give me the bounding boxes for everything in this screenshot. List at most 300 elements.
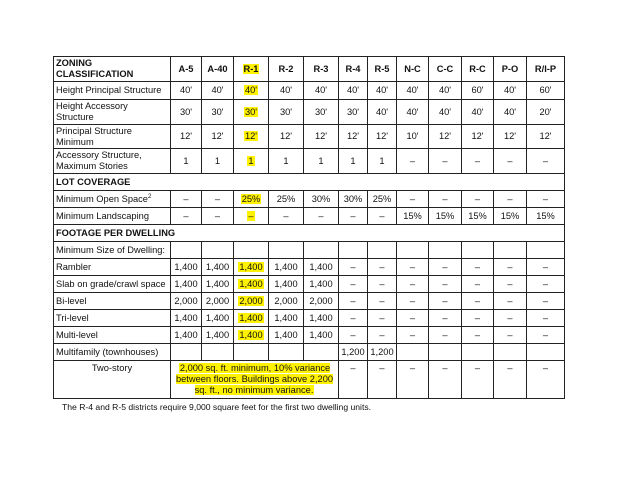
row-label (54, 149, 171, 174)
table-cell (234, 149, 269, 174)
table-cell (304, 293, 339, 310)
table-cell (429, 344, 462, 361)
column-header-a-5 (171, 57, 202, 82)
cell-value: 2,000 (205, 295, 230, 306)
column-header-label: A-40 (207, 63, 228, 74)
cell-value: 1,400 (274, 312, 298, 323)
cell-value: 30' (346, 106, 360, 117)
cell-value: 1,400 (174, 312, 198, 323)
cell-value: – (542, 363, 549, 373)
column-header-r-1 (234, 57, 269, 82)
table-cell (462, 293, 494, 310)
table-cell (234, 191, 269, 208)
table-cell (527, 310, 565, 327)
cell-value: – (214, 210, 221, 221)
table-cell (429, 149, 462, 174)
cell-value: 40' (244, 85, 258, 96)
cell-value: 40' (406, 85, 419, 96)
lot-coverage-row (54, 174, 565, 191)
cell-value: 2,000 (309, 295, 333, 306)
column-header-label: C-C (436, 63, 454, 74)
table-row (54, 259, 565, 276)
cell-value: 1,400 (309, 261, 333, 272)
cell-value: 12' (314, 131, 328, 142)
table-row (54, 125, 565, 149)
table-cell (339, 361, 368, 399)
table-cell (527, 82, 565, 100)
table-cell (368, 149, 397, 174)
row-label-text: Principal Structure Minimum (56, 125, 132, 147)
row-label-text: Slab on grade/crawl space (56, 278, 166, 289)
table-cell (269, 327, 304, 344)
column-header-r-4 (339, 57, 368, 82)
table-cell (234, 259, 269, 276)
row-label (54, 344, 171, 361)
table-cell (202, 149, 234, 174)
table-cell (494, 327, 527, 344)
table-cell (304, 276, 339, 293)
cell-value: – (474, 155, 481, 166)
cell-value: 12' (346, 131, 360, 142)
cell-value: – (474, 363, 481, 373)
table-cell (171, 293, 202, 310)
table-cell (304, 125, 339, 149)
table-cell (368, 293, 397, 310)
table-cell (202, 100, 234, 125)
table-cell (304, 100, 339, 125)
cell-value: – (507, 329, 513, 340)
table-row (54, 100, 565, 125)
cell-value: – (542, 193, 549, 204)
table-cell (269, 259, 304, 276)
table-cell (339, 293, 368, 310)
cell-value: 15% (468, 210, 487, 221)
cell-value: – (542, 295, 549, 306)
column-header-label: R-1 (243, 63, 259, 74)
cell-value: – (507, 261, 513, 272)
table-row (54, 293, 565, 310)
row-label (54, 361, 171, 399)
table-cell (202, 82, 234, 100)
empty-cell (202, 242, 234, 259)
table-cell (494, 191, 527, 208)
table-cell (202, 327, 234, 344)
table-cell (462, 82, 494, 100)
cell-value: – (409, 312, 416, 323)
cell-value: – (442, 295, 448, 306)
table-cell (171, 344, 202, 361)
cell-value: – (409, 329, 416, 340)
column-header-p-o (494, 57, 527, 82)
table-cell (269, 310, 304, 327)
table-cell (462, 310, 494, 327)
cell-value: 10' (406, 131, 419, 142)
cell-value: 1,400 (274, 261, 298, 272)
table-cell (368, 100, 397, 125)
cell-value: – (507, 312, 513, 323)
footnote: The R-4 and R-5 districts require 9,000 square feet for the first two dwelling units. (62, 402, 372, 412)
cell-value: – (507, 363, 513, 373)
cell-value: 1,400 (239, 261, 263, 272)
cell-value: 15% (435, 210, 455, 221)
table-cell (462, 208, 494, 225)
cell-value: 12' (279, 131, 293, 142)
table-cell (234, 208, 269, 225)
cell-value: – (183, 210, 189, 221)
table-cell (494, 344, 527, 361)
column-header-r-5 (368, 57, 397, 82)
table-cell (269, 344, 304, 361)
zoning-classification-header: ZONING CLASSIFICATION (54, 57, 171, 82)
cell-value: 40' (279, 85, 293, 96)
table-cell (494, 100, 527, 125)
table-row (54, 276, 565, 293)
cell-value: – (379, 329, 385, 340)
footnote-marker: 2 (147, 193, 152, 200)
table-cell (368, 259, 397, 276)
column-header-label: R-4 (345, 63, 361, 74)
table-cell (339, 276, 368, 293)
footage-per-dwelling-row (54, 225, 565, 242)
row-label-text: Height Principal Structure (56, 85, 162, 96)
header-row (54, 57, 565, 82)
table-cell (429, 82, 462, 100)
cell-value: – (379, 278, 385, 289)
cell-value: – (350, 261, 356, 272)
table-cell (368, 208, 397, 225)
row-label (54, 208, 171, 225)
table-cell (429, 125, 462, 149)
table-cell (494, 82, 527, 100)
table-cell (202, 259, 234, 276)
cell-value: 30' (244, 106, 258, 117)
cell-value: 12' (375, 131, 389, 142)
cell-value: 40' (375, 85, 389, 96)
cell-value: 1,400 (309, 329, 333, 340)
row-label-text: Height Accessory Structure (56, 101, 128, 122)
cell-value: 1 (350, 155, 356, 166)
table-cell (234, 293, 269, 310)
table-cell (269, 276, 304, 293)
table-cell (462, 276, 494, 293)
table-cell (494, 208, 527, 225)
table-cell (527, 125, 565, 149)
table-cell (397, 82, 429, 100)
empty-cell (494, 242, 527, 259)
cell-value: – (379, 312, 385, 323)
table-cell (397, 149, 429, 174)
table-row (54, 208, 565, 225)
table-cell (368, 82, 397, 100)
cell-value: – (379, 210, 385, 221)
cell-value: 1 (183, 155, 189, 166)
cell-value: 1,400 (274, 329, 298, 340)
table-cell (527, 259, 565, 276)
table-cell (171, 259, 202, 276)
cell-value: – (350, 363, 356, 373)
table-cell (171, 208, 202, 225)
table-cell (171, 191, 202, 208)
table-cell (202, 191, 234, 208)
cell-value: – (379, 261, 385, 272)
cell-value: 25% (276, 193, 296, 204)
table-cell (462, 344, 494, 361)
cell-value: 1,400 (239, 329, 263, 340)
cell-value: 15% (403, 210, 422, 221)
cell-value: 60' (471, 85, 484, 96)
table-cell (494, 293, 527, 310)
table-cell (304, 310, 339, 327)
cell-value: – (542, 329, 549, 340)
table-cell (494, 361, 527, 399)
table-row (54, 82, 565, 100)
cell-value: 2,000 (274, 295, 298, 306)
column-header-r-i-p (527, 57, 565, 82)
table-cell (429, 293, 462, 310)
cell-value: 30% (343, 193, 363, 204)
cell-value: 1,400 (309, 312, 333, 323)
table-cell (269, 82, 304, 100)
table-cell (429, 361, 462, 399)
row-label (54, 259, 171, 276)
table-cell (397, 100, 429, 125)
table-cell (171, 125, 202, 149)
two-story-row (54, 361, 565, 399)
table-cell (429, 276, 462, 293)
row-label (54, 100, 171, 125)
table-cell (234, 82, 269, 100)
table-cell (368, 276, 397, 293)
cell-value: 1,400 (274, 278, 298, 289)
cell-value: – (474, 295, 481, 306)
table-cell (462, 361, 494, 399)
cell-value: – (350, 312, 356, 323)
table-cell (429, 208, 462, 225)
table-cell (339, 344, 368, 361)
table-cell (339, 191, 368, 208)
cell-value: – (507, 155, 513, 166)
cell-value: – (542, 312, 549, 323)
cell-value: – (183, 193, 189, 204)
cell-value: 12' (471, 131, 484, 142)
cell-value: – (442, 155, 448, 166)
table-cell (397, 310, 429, 327)
table-cell (339, 149, 368, 174)
row-label (54, 191, 171, 208)
table-cell (304, 82, 339, 100)
table-cell (171, 149, 202, 174)
table-cell (339, 208, 368, 225)
cell-value: 1,400 (309, 278, 333, 289)
column-header-label: P-O (501, 63, 519, 74)
table-cell (339, 125, 368, 149)
table-cell (429, 327, 462, 344)
table-cell (339, 327, 368, 344)
table-cell (397, 344, 429, 361)
cell-value: – (409, 363, 416, 373)
cell-value: 1,400 (205, 329, 230, 340)
cell-value: 1 (214, 155, 221, 166)
cell-value: – (542, 155, 549, 166)
cell-value: – (350, 210, 356, 221)
empty-cell (429, 242, 462, 259)
cell-value: 1,200 (370, 346, 394, 357)
cell-value: 1,400 (174, 278, 198, 289)
cell-value: – (507, 278, 513, 289)
cell-value: – (542, 278, 549, 289)
cell-value: 30' (179, 106, 193, 117)
zoning-table-body (54, 57, 565, 399)
table-row (54, 327, 565, 344)
table-cell (429, 100, 462, 125)
table-cell (429, 259, 462, 276)
table-cell (527, 100, 565, 125)
table-cell (339, 310, 368, 327)
zoning-table (53, 56, 565, 399)
cell-value: – (350, 278, 356, 289)
table-cell (494, 259, 527, 276)
cell-value: 40' (375, 106, 389, 117)
table-cell (304, 259, 339, 276)
cell-value: – (318, 210, 324, 221)
table-cell (527, 293, 565, 310)
cell-value: 30% (311, 193, 331, 204)
row-label-text: Minimum Landscaping (56, 210, 150, 221)
table-cell (304, 208, 339, 225)
column-header-r-c (462, 57, 494, 82)
cell-value: 1,400 (174, 261, 198, 272)
cell-value: 1,400 (205, 278, 230, 289)
cell-value: 12' (179, 131, 193, 142)
row-label-text: Bi-level (56, 295, 87, 306)
table-cell (269, 149, 304, 174)
table-cell (304, 344, 339, 361)
table-cell (429, 310, 462, 327)
cell-value: 30' (314, 106, 328, 117)
cell-value: – (409, 155, 416, 166)
cell-value: – (379, 363, 385, 373)
table-cell (234, 344, 269, 361)
row-label-text: Two-story (91, 363, 133, 373)
table-cell (368, 327, 397, 344)
table-cell (202, 276, 234, 293)
cell-value: 1 (283, 155, 289, 166)
table-cell (368, 310, 397, 327)
cell-value: – (283, 210, 289, 221)
cell-value: 40' (438, 85, 452, 96)
column-header-r-3 (304, 57, 339, 82)
table-cell (397, 361, 429, 399)
cell-value: 12' (211, 131, 224, 142)
cell-value: – (409, 278, 416, 289)
table-cell (462, 100, 494, 125)
table-cell (368, 361, 397, 399)
table-cell (171, 100, 202, 125)
empty-cell (368, 242, 397, 259)
cell-value: – (350, 295, 356, 306)
minimum-size-label: Minimum Size of Dwelling: (54, 242, 171, 259)
cell-value: 30' (279, 106, 293, 117)
cell-value: 2,000 (174, 295, 198, 306)
cell-value: – (248, 210, 254, 221)
cell-value: 12' (244, 131, 258, 142)
cell-value: 1,400 (239, 312, 263, 323)
table-cell (269, 293, 304, 310)
row-label (54, 276, 171, 293)
cell-value: – (474, 329, 481, 340)
row-label-text: Multi-level (56, 329, 98, 340)
table-cell (527, 344, 565, 361)
empty-cell (397, 242, 429, 259)
table-cell (527, 361, 565, 399)
cell-value: 25% (372, 193, 392, 204)
column-header-label: R-2 (278, 63, 294, 74)
table-cell (368, 344, 397, 361)
table-cell (234, 327, 269, 344)
lot-coverage-title: LOT COVERAGE (54, 174, 565, 191)
table-cell (304, 149, 339, 174)
table-cell (494, 310, 527, 327)
column-header-label: A-5 (178, 63, 194, 74)
table-cell (339, 259, 368, 276)
table-cell (339, 82, 368, 100)
cell-value: – (442, 312, 448, 323)
table-cell (171, 310, 202, 327)
cell-value: 40' (314, 85, 328, 96)
footage-per-dwelling-title: FOOTAGE PER DWELLING (54, 225, 565, 242)
table-cell (397, 293, 429, 310)
cell-value: – (379, 295, 385, 306)
cell-value: 60' (539, 85, 552, 96)
cell-value: 1 (379, 155, 385, 166)
cell-value: 12' (503, 131, 517, 142)
cell-value: – (442, 278, 448, 289)
cell-value: – (409, 295, 416, 306)
row-label-text: Tri-level (56, 312, 89, 323)
table-cell (397, 327, 429, 344)
table-cell (339, 100, 368, 125)
column-header-r-2 (269, 57, 304, 82)
table-cell (527, 327, 565, 344)
empty-cell (269, 242, 304, 259)
column-header-a-40 (202, 57, 234, 82)
cell-value: – (507, 295, 513, 306)
row-label (54, 327, 171, 344)
minimum-size-row (54, 242, 565, 259)
table-cell (527, 149, 565, 174)
table-cell (397, 259, 429, 276)
table-cell (269, 208, 304, 225)
table-row (54, 310, 565, 327)
table-cell (429, 191, 462, 208)
row-label-text: Rambler (56, 261, 92, 272)
column-header-c-c (429, 57, 462, 82)
cell-value: 40' (438, 106, 452, 117)
cell-value: – (474, 312, 481, 323)
cell-value: – (350, 329, 356, 340)
table-cell (397, 208, 429, 225)
cell-value: 40' (503, 85, 517, 96)
cell-value: 40' (179, 85, 193, 96)
row-label (54, 310, 171, 327)
empty-cell (234, 242, 269, 259)
column-header-label: R-3 (313, 63, 329, 74)
table-cell (269, 191, 304, 208)
table-cell (171, 327, 202, 344)
table-row (54, 149, 565, 174)
cell-value: – (442, 329, 448, 340)
cell-value: 1,400 (205, 261, 230, 272)
